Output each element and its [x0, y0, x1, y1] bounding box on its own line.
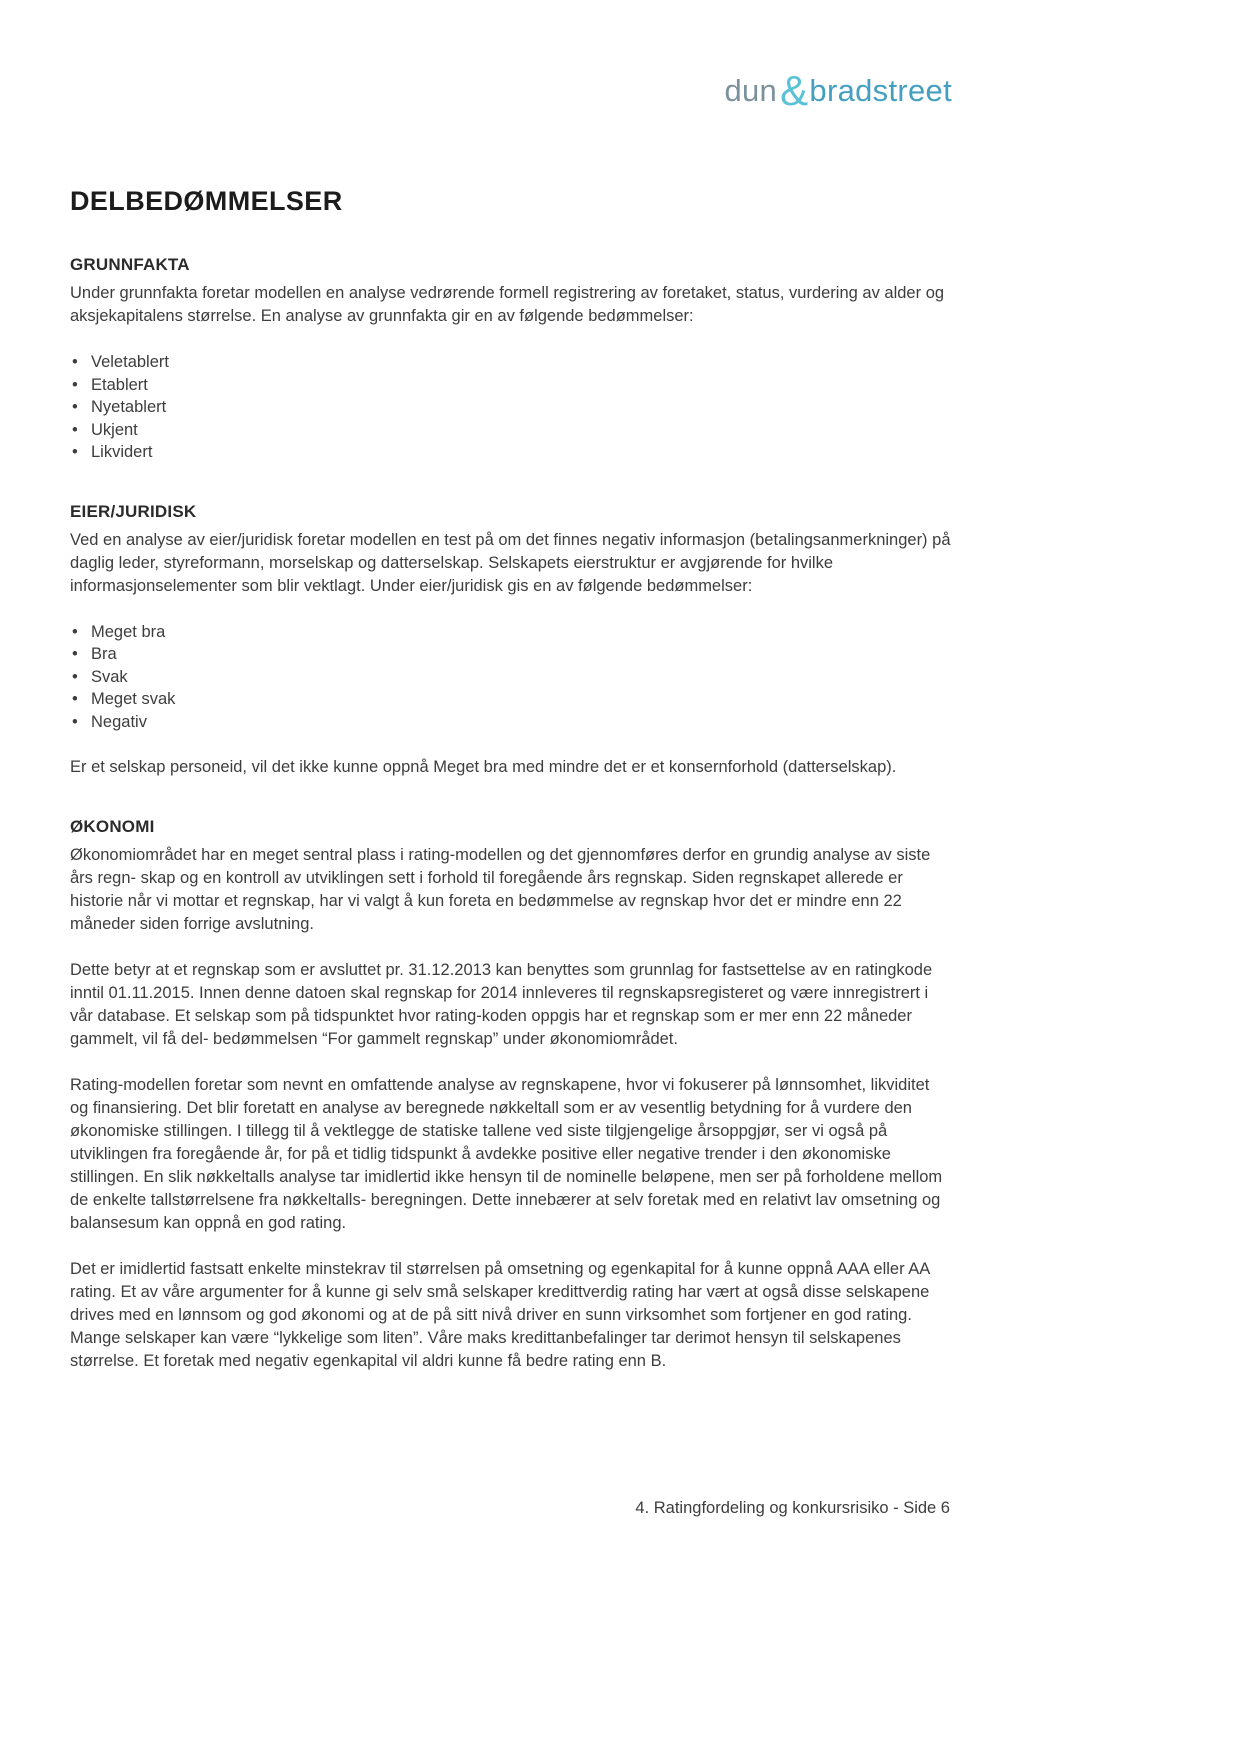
- bullet-item: • Bra: [72, 643, 952, 666]
- paragraph: Rating-modellen foretar som nevnt en omfattende analyse av regnskapene, hvor vi fokuserer på lønnsomhet, likviditet og finansiering. Det blir foretatt en analyse av beregnede nøkkeltall som er av vesentlig betydning for å vurdere den økonomiske stillingen. I tillegg til å vektlegge de statiske tallene ved siste tilgjengelige årsoppgjør, ser vi også på utviklingen fra foregående år, for på et tidlig tidspunkt å avdekke positive eller negative trender i den økonomiske stillingen. En slik nøkkeltalls analyse tar imidlertid ikke hensyn til de nominelle beløpene, men ser på forholdene mellom de enkelte tallstørrelsene fra nøkkeltalls- beregningen. Dette innebærer at selv foretak med en relativt lav omsetning og balansesum kan oppnå en god rating.: [70, 1076, 943, 1232]
- logo-ampersand-icon: &: [780, 67, 809, 114]
- content-column: [70, 0, 952, 1373]
- grunnfakta-bullet-list: [72, 351, 952, 464]
- section-heading-grunnfakta: GRUNNFAKTA: [70, 255, 190, 274]
- section-okonomi: [70, 817, 952, 1373]
- dun-bradstreet-logo: [724, 67, 952, 114]
- bullet-item: • Svak: [72, 666, 952, 689]
- bullet-item: • Meget svak: [72, 688, 952, 711]
- bullet-item: • Veletablert: [72, 351, 952, 374]
- bullet-item: • Etablert: [72, 374, 952, 397]
- paragraph: Dette betyr at et regnskap som er avsluttet pr. 31.12.2013 kan benyttes som grunnlag for fastsettelse av en ratingkode inntil 01.11.2015. Innen denne datoen skal regnskap for 2014 innleveres til regnskapsregisteret og være innregistrert i vår database. Et selskap som på tidspunktet hvor rating-koden oppgis har et regnskap som er mer enn 22 måneder gammelt, vil få del- bedømmelsen “For gammelt regnskap” under økonomiområdet.: [70, 961, 933, 1048]
- paragraph: Under grunnfakta foretar modellen en analyse vedrørende formell registrering av foretaket, status, vurdering av alder og aksjekapitalens størrelse. En analyse av grunnfakta gir en av følgende bedømmelser:: [70, 284, 945, 325]
- section-grunnfakta: [70, 255, 952, 464]
- header: [70, 0, 952, 112]
- section-eier-juridisk: [70, 502, 952, 780]
- logo-text-bradstreet: bradstreet: [809, 73, 952, 108]
- bullet-item: • Nyetablert: [72, 396, 952, 419]
- logo-text-dun: dun: [724, 73, 778, 108]
- bullet-item: • Ukjent: [72, 419, 952, 442]
- bullet-item: • Likvidert: [72, 441, 952, 464]
- bullet-item: • Negativ: [72, 711, 952, 734]
- paragraph: Ved en analyse av eier/juridisk foretar modellen en test på om det finnes negativ informasjon (betalingsanmerkninger) på daglig leder, styreformann, morselskap og datterselskap. Selskapets eierstruktur er avgjørende for hvilke informasjonselementer som blir vektlagt. Under eier/juridisk gis en av følgende bedømmelser:: [70, 530, 951, 595]
- page-title: DELBEDØMMELSER: [70, 186, 343, 216]
- page-footer: 4. Ratingfordeling og konkursrisiko - Side 6: [635, 1499, 950, 1517]
- paragraph: Er et selskap personeid, vil det ikke kunne oppnå Meget bra med mindre det er et konsernforhold (datterselskap).: [70, 758, 897, 776]
- section-heading-okonomi: ØKONOMI: [70, 817, 155, 836]
- paragraph: Det er imidlertid fastsatt enkelte minstekrav til størrelsen på omsetning og egenkapital for å kunne oppnå AAA eller AA rating. Et av våre argumenter for å kunne gi selv små selskaper kredittverdig rating har vært at også disse selskapene drives med en lønnsom og god økonomi og at de på sitt nivå driver en sunn virksomhet som fortjener en god rating. Mange selskaper kan være “lykkelige som liten”. Våre maks kredittanbefalinger tar derimot hensyn til selskapenes størrelse. Et foretak med negativ egenkapital vil aldri kunne få bedre rating enn B.: [70, 1260, 930, 1370]
- eier-juridisk-bullet-list: [72, 621, 952, 734]
- paragraph: Økonomiområdet har en meget sentral plass i rating-modellen og det gjennomføres derfor en grundig analyse av siste års regn- skap og en kontroll av utviklingen sett i forhold til foregående års regnskap. Siden regnskapet allerede er historie når vi mottar et regnskap, har vi valgt å kun foreta en bedømmelse av regnskap hvor det er mindre enn 22 måneder siden forrige avslutning.: [70, 846, 931, 933]
- section-heading-eier-juridisk: EIER/JURIDISK: [70, 501, 197, 521]
- bullet-item: • Meget bra: [72, 621, 952, 644]
